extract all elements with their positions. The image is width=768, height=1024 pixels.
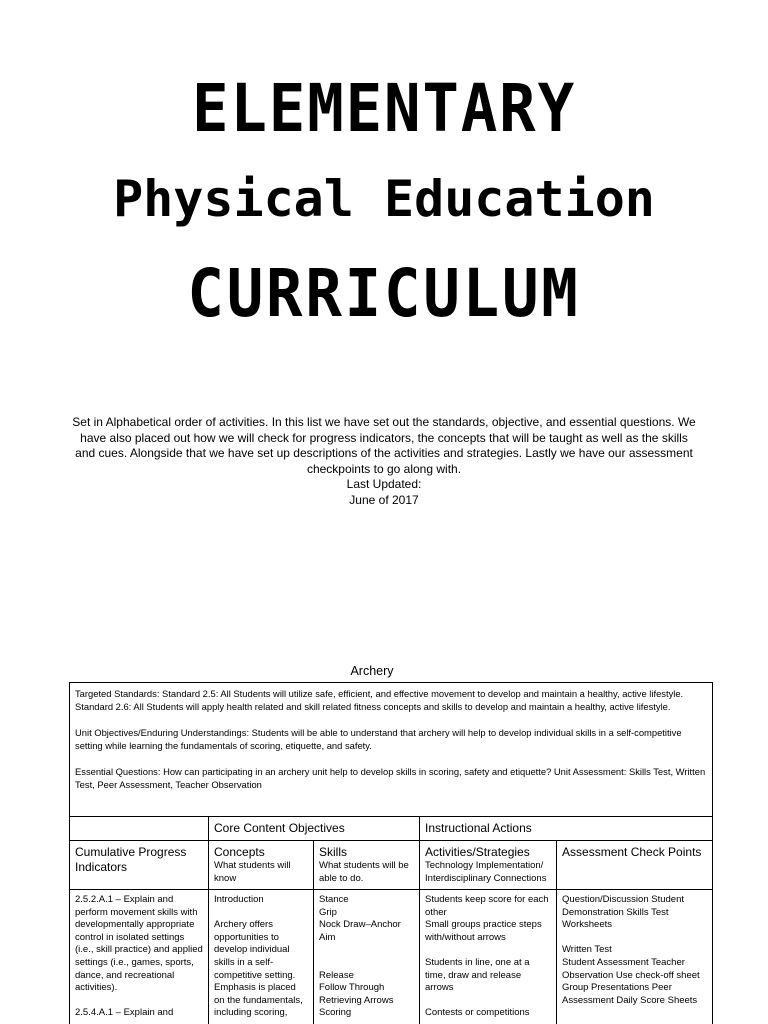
instructional-actions-header: Instructional Actions (420, 817, 713, 841)
skills-item: Stance (319, 894, 349, 905)
group-header-row (70, 817, 714, 841)
activities-item: Contests or competitions (425, 1007, 530, 1019)
essential-questions: Essential Questions: How can participating in an archery unit help to develop skills in scoring, safety and etiquette? Unit Assessment: Skills Test, Written Test, Peer Assessment, Teacher Observation (75, 766, 706, 790)
activities-item: Small groups practice steps with/without arrows (425, 919, 542, 943)
concepts-item: Introduction (214, 894, 264, 905)
intro-block (70, 415, 698, 508)
activities-item: Students keep score for each other (425, 894, 549, 918)
assessment-item: Written Test (562, 944, 612, 956)
skills-header-sub: What students will be able to do. (319, 860, 409, 884)
targeted-standards: Targeted Standards: Standard 2.5: All Students will utilize safe, efficient, and effective movement to develop and maintain a healthy, active lifestyle. Standard 2.6: All Students will apply health related and skill related fitness concepts and skills to develop and maintain a healthy, active lifestyle. (75, 688, 684, 712)
concepts-header-label: Concepts (214, 845, 265, 859)
last-updated-label: Last Updated: (346, 477, 422, 491)
activities-cell (420, 890, 557, 1024)
cpi-item: 2.5.2.A.1 – Explain and perform movement skills with developmentally appropriate control in isolated settings (i.e., skill practice) and applied settings (i.e., games, sports, dance, and recreational activities). (75, 894, 203, 994)
activities-item: Students in line, one at a time, draw and release arrows (425, 956, 530, 994)
assessment-item: Question/Discussion Student Demonstration Skills Test Worksheets (562, 894, 684, 931)
skills-item: Follow Through (319, 982, 385, 994)
skills-item: Retrieving Arrows (319, 994, 394, 1006)
concepts-cell (209, 890, 314, 1024)
skills-cell (314, 890, 420, 1024)
empty-header-cell (70, 817, 209, 841)
skills-header (314, 841, 420, 890)
skills-item: Release (319, 969, 354, 981)
title-curriculum: CURRICULUM (187, 255, 581, 332)
cpi-cell (70, 890, 209, 1024)
unit-info (70, 683, 712, 791)
unit-objectives: Unit Objectives/Enduring Understandings: Students will be able to understand that archery will help to develop individual skills in a self-competitive setting while learning the fundamentals of scoring, etiquette, and safety. (75, 727, 682, 751)
objectives-grid (69, 816, 713, 1024)
title-physical-education: Physical Education (113, 170, 655, 228)
activities-header (420, 841, 557, 890)
unit-table (69, 682, 713, 1024)
assessment-cell (557, 890, 713, 1024)
cpi-header (70, 841, 209, 890)
concepts-header-sub: What students will know (214, 860, 291, 884)
cpi-item: 2.5.4.A.1 – Explain and (75, 1007, 174, 1019)
core-content-header: Core Content Objectives (209, 817, 420, 841)
assessment-item: Student Assessment Teacher Observation Use check-off sheet Group Presentations Peer Assessment Daily Score Sheets (562, 956, 700, 1006)
skills-header-label: Skills (319, 845, 348, 859)
skills-item: Nock Draw–Anchor Aim (319, 919, 401, 943)
table-row (70, 890, 714, 1024)
skills-item: Scoring (319, 1007, 352, 1019)
concepts-header (209, 841, 314, 890)
skills-item: Grip (319, 906, 337, 918)
unit-title: Archery (350, 664, 394, 678)
column-header-row (70, 841, 714, 890)
assessment-header (557, 841, 713, 890)
last-updated-value: June of 2017 (349, 492, 419, 507)
activities-header-sub: Technology Implementation/ Interdisciplinary Connections (425, 860, 547, 884)
intro-paragraph: Set in Alphabetical order of activities. In this list we have set out the standards, objective, and essential questions. We have also placed out how we will check for progress indicators, the concepts that will be taught as well as the skills and cues. Alongside that we have set up descriptions of the activities and strategies. Lastly we have our assessment checkpoints to go along with. (72, 415, 696, 476)
cpi-header-label: Cumulative Progress Indicators (75, 845, 187, 874)
title-elementary: ELEMENTARY (192, 70, 576, 147)
assessment-header-label: Assessment Check Points (562, 845, 702, 859)
activities-header-label: Activities/Strategies (425, 845, 530, 859)
concepts-item: Archery offers opportunities to develop individual skills in a self-competitive setting. Emphasis is placed on the fundamentals, including scoring, (214, 919, 303, 1019)
